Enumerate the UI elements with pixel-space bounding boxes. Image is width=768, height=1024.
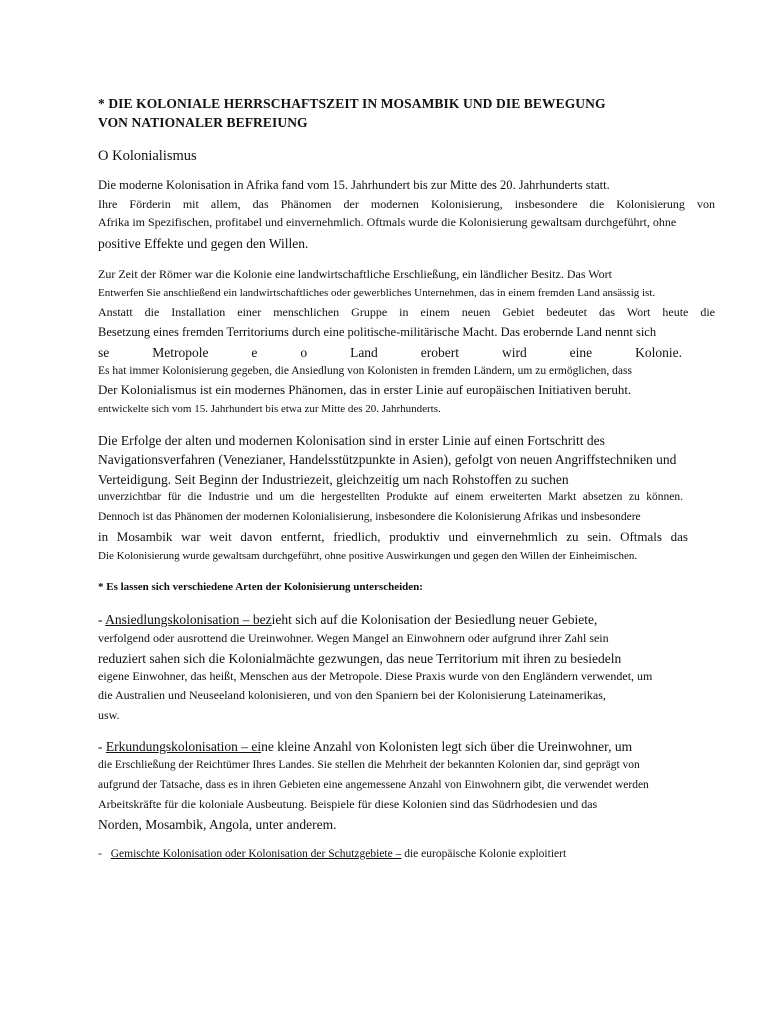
paragraph-2-line: entwickelte sich vom 15. Jahrhundert bis etwa zur Mitte des 20. Jahrhunderts. (98, 403, 441, 415)
paragraph-2-line: Anstatt die Installation einer menschlichen Gruppe in einem neuen Gebiet bedeutet das Wort heute die (98, 306, 715, 319)
section-heading: O Kolonialismus (98, 148, 197, 164)
type-2-line: aufgrund der Tatsache, dass es in ihren Gebieten eine angemessene Anzahl von Einwohnern gibt, die verwendet werden (98, 779, 649, 791)
type-2-first-line (98, 739, 715, 755)
type-1-line: verfolgend oder ausrottend die Ureinwohner. Wegen Mangel an Einwohnern oder aufgrund ihrer Zahl sein (98, 632, 609, 645)
type-2-line: Norden, Mosambik, Angola, unter anderem. (98, 817, 337, 832)
type-1-line: usw. (98, 709, 120, 722)
paragraph-3-line: in Mosambik war weit davon entfernt, friedlich, produktiv und einvernehmlich zu sein. Oftmals das (98, 530, 688, 544)
type-3-first-line (98, 848, 668, 861)
paragraph-2-line: Es hat immer Kolonisierung gegeben, die Ansiedlung von Kolonisten in fremden Ländern, um zu ermöglichen, dass (98, 365, 632, 377)
type-1-line: eigene Einwohner, das heißt, Menschen aus der Metropole. Diese Praxis wurde von den Engländern verwendet, um (98, 670, 653, 683)
type-1-first-line (98, 612, 708, 628)
paragraph-1-line: positive Effekte und gegen den Willen. (98, 236, 309, 251)
type-1-line: reduziert sahen sich die Kolonialmächte gezwungen, das neue Territorium mit ihren zu besiedeln (98, 651, 622, 666)
document-title-line-1: * DIE KOLONIALE HERRSCHAFTSZEIT IN MOSAMBIK UND DIE BEWEGUNG (98, 96, 606, 111)
list-dash: - (98, 612, 106, 627)
paragraph-2-line: Zur Zeit der Römer war die Kolonie eine landwirtschaftliche Erschließung, ein ländlicher Besitz. Das Wort (98, 268, 612, 281)
type-1-line: die Australien und Neuseeland kolonisieren, und von den Spaniern bei der Kolonisierung Lateinamerikas, (98, 689, 606, 702)
paragraph-3-line: Verteidigung. Seit Beginn der Industriezeit, gleichzeitig um nach Rohstoffen zu suchen (98, 472, 569, 487)
type-2-first-rest: ne kleine Anzahl von Kolonisten legt sich über die Ureinwohner, um (261, 739, 633, 754)
paragraph-2-line: se Metropole e o Land erobert wird eine Kolonie. (98, 345, 682, 360)
paragraph-3-line: unverzichtbar für die Industrie und um die hergestellten Produkte auf einem erweiterten Markt absetzen zu können. (98, 491, 683, 503)
paragraph-2-line: Entwerfen Sie anschließend ein landwirtschaftliches oder gewerbliches Unternehmen, das in einem fremden Land ansässig ist. (98, 287, 656, 299)
type-3-term: Gemischte Kolonisation oder Kolonisation der Schutzgebiete – (110, 848, 402, 860)
list-dash: - (98, 739, 106, 754)
paragraph-2-line: Besetzung eines fremden Territoriums durch eine politische-militärische Macht. Das erobernde Land nennt sich (98, 325, 657, 339)
document-title-line-2: VON NATIONALER BEFREIUNG (98, 115, 308, 130)
type-2-line: die Erschließung der Reichtümer Ihres Landes. Sie stellen die Mehrheit der bekannten Kolonien dar, sind geprägt von (98, 759, 640, 771)
paragraph-1-line: Afrika im Spezifischen, profitabel und einvernehmlich. Oftmals wurde die Kolonisierung gewaltsam durchgeführt, ohne (98, 216, 677, 229)
paragraph-3-line: Die Erfolge der alten und modernen Kolonisation sind in erster Linie auf einen Fortschritt des (98, 433, 605, 448)
types-heading: * Es lassen sich verschiedene Arten der Kolonisierung unterscheiden: (98, 581, 423, 593)
type-1-first-rest: ieht sich auf die Kolonisation der Besiedlung neuer Gebiete, (271, 612, 598, 627)
paragraph-1-line: Ihre Förderin mit allem, das Phänomen der modernen Kolonisierung, insbesondere die Kolonisierung von (98, 198, 715, 211)
type-1-term: Ansiedlungskolonisation – bez (105, 612, 272, 627)
paragraph-3-line: Navigationsverfahren (Venezianer, Handelsstützpunkte in Asien), gefolgt von neuen Angriffstechniken und (98, 452, 677, 467)
paragraph-1-line: Die moderne Kolonisation in Afrika fand vom 15. Jahrhundert bis zur Mitte des 20. Jahrhunderts statt. (98, 178, 610, 192)
type-2-line: Arbeitskräfte für die koloniale Ausbeutung. Beispiele für diese Kolonien sind das Südrhodesien und das (98, 798, 598, 811)
type-3-first-rest: die europäische Kolonie exploitiert (401, 848, 567, 860)
list-dash: - (98, 848, 105, 860)
paragraph-2-line: Der Kolonialismus ist ein modernes Phänomen, das in erster Linie auf europäischen Initiativen beruht. (98, 383, 632, 397)
type-2-term: Erkundungskolonisation – ei (105, 739, 262, 754)
paragraph-3-line: Die Kolonisierung wurde gewaltsam durchgeführt, ohne positive Auswirkungen und gegen den Willen der Einheimischen. (98, 550, 638, 562)
paragraph-3-line: Dennoch ist das Phänomen der modernen Kolonialisierung, insbesondere die Kolonisierung Afrikas und insbesondere (98, 511, 641, 523)
